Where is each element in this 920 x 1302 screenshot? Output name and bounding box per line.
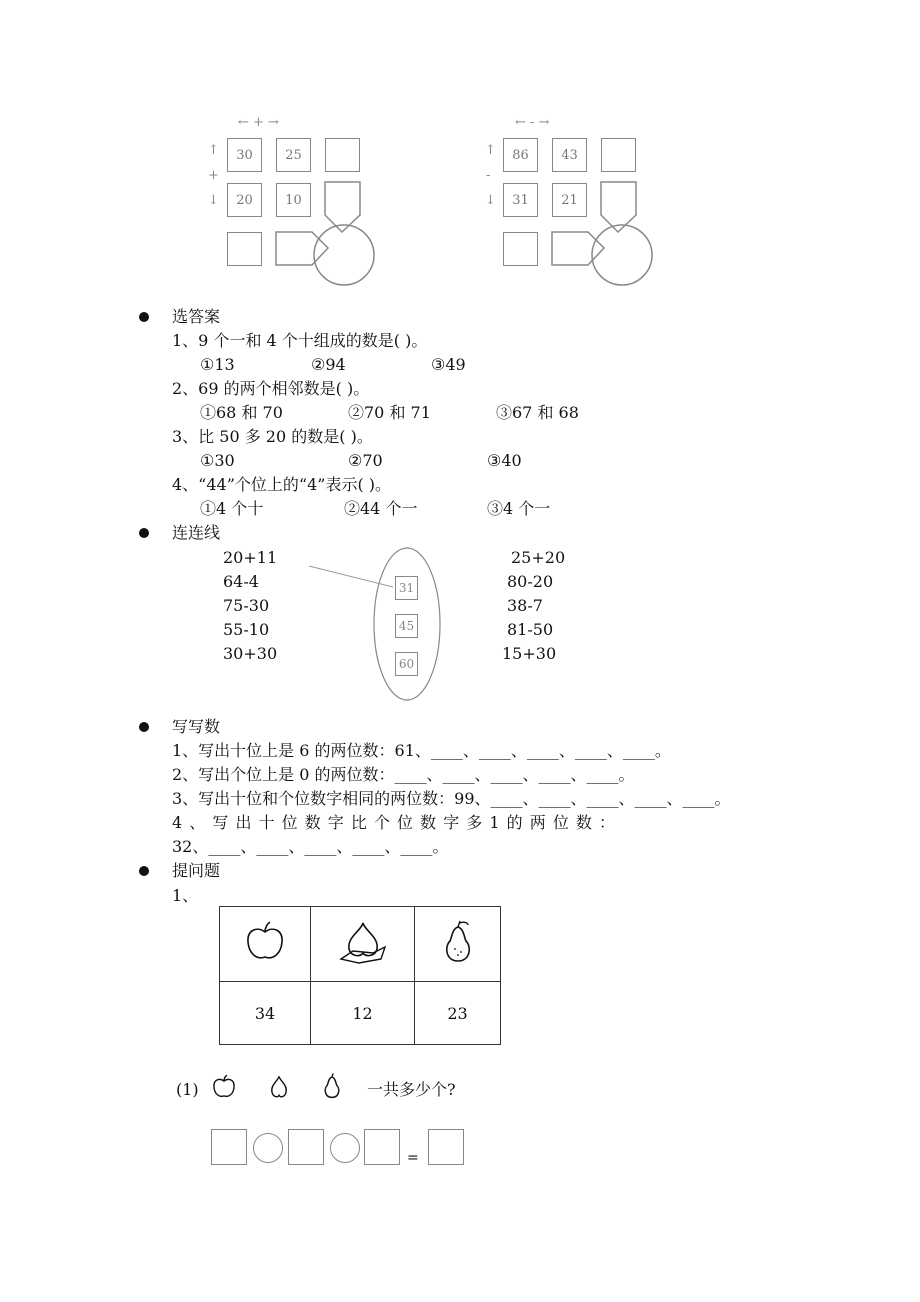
puzzle-left-cell-2: 25 [276, 138, 311, 172]
q4-option-2[interactable]: ②44 个一 [344, 499, 418, 518]
match-center-3[interactable]: 60 [395, 652, 418, 676]
q2-option-3[interactable]: ③67 和 68 [496, 403, 579, 422]
q1-option-1[interactable]: ①13 [200, 355, 235, 374]
down-arrow-icon: ↓ [208, 193, 219, 208]
question-1: 1、9 个一和 4 个十组成的数是( )。 [172, 331, 428, 350]
q4-option-3[interactable]: ③4 个一 [487, 499, 551, 518]
q1-option-3[interactable]: ③49 [431, 355, 466, 374]
bullet-icon [139, 722, 149, 732]
question-4: 4、“44”个位上的“4”表示( )。 [172, 475, 392, 494]
apple-count: 34 [220, 982, 311, 1045]
match-right-2[interactable]: 80-20 [507, 572, 554, 591]
puzzle-left-side-operator: + [208, 168, 219, 183]
puzzle-left-shapes[interactable] [270, 180, 380, 290]
write-line-4: 4 、 写 出 十 位 数 字 比 个 位 数 字 多 1 的 两 位 数 ： [172, 813, 615, 832]
pear-count: 23 [415, 982, 501, 1045]
puzzle-right-top-operator: ← - → [515, 115, 550, 130]
match-left-1[interactable]: 20+11 [223, 548, 278, 567]
peach-cell [311, 907, 415, 982]
equation-box-2[interactable] [288, 1129, 324, 1165]
q3-option-3[interactable]: ③40 [487, 451, 522, 470]
up-arrow-icon: ↑ [485, 143, 496, 158]
section-ask-title: 提问题 [172, 861, 221, 880]
apple-cell [220, 907, 311, 982]
up-arrow-icon: ↑ [208, 143, 219, 158]
section-match-title: 连连线 [172, 523, 221, 542]
match-right-4[interactable]: 81-50 [507, 620, 554, 639]
ask-item-number: 1、 [172, 886, 199, 905]
write-line-3[interactable]: 3、写出十位和个位数字相同的两位数：99、____、____、____、____、____。 [172, 789, 731, 808]
apple-icon [243, 920, 287, 964]
down-arrow-icon: ↓ [485, 193, 496, 208]
sub-question-text: 一共多少个? [367, 1080, 456, 1099]
write-line-1[interactable]: 1、写出十位上是 6 的两位数：61、____、____、____、____、____。 [172, 741, 671, 760]
q2-option-1[interactable]: ①68 和 70 [200, 403, 283, 422]
equals-sign: = [407, 1150, 419, 1166]
write-line-5[interactable]: 32、____、____、____、____、____。 [172, 837, 449, 856]
equation-operator-2[interactable] [330, 1133, 360, 1163]
section-choose-title: 选答案 [172, 307, 221, 326]
equation-operator-1[interactable] [253, 1133, 283, 1163]
pear-icon [438, 919, 478, 965]
puzzle-right-shapes[interactable] [546, 180, 656, 290]
puzzle-right-side-operator: - [486, 168, 491, 183]
question-3: 3、比 50 多 20 的数是( )。 [172, 427, 373, 446]
puzzle-left-cell-4: 10 [276, 183, 311, 217]
match-center-2[interactable]: 45 [395, 614, 418, 638]
match-left-4[interactable]: 55-10 [223, 620, 270, 639]
q3-option-1[interactable]: ①30 [200, 451, 235, 470]
equation-box-1[interactable] [211, 1129, 247, 1165]
match-ellipse-and-line [300, 545, 460, 710]
match-right-5[interactable]: 15+30 [502, 644, 557, 663]
q2-option-2[interactable]: ②70 和 71 [348, 403, 431, 422]
pear-icon [320, 1072, 344, 1100]
apple-icon [211, 1074, 237, 1100]
match-left-3[interactable]: 75-30 [223, 596, 270, 615]
pear-cell [415, 907, 501, 982]
puzzle-left-cell-1: 30 [227, 138, 262, 172]
puzzle-left-top-operator: ← + → [238, 115, 279, 130]
question-2: 2、69 的两个相邻数是( )。 [172, 379, 370, 398]
match-right-3[interactable]: 38-7 [507, 596, 543, 615]
match-left-5[interactable]: 30+30 [223, 644, 278, 663]
puzzle-right-cell-1: 86 [503, 138, 538, 172]
peach-icon [266, 1074, 292, 1100]
puzzle-right-answer-3[interactable] [503, 232, 538, 266]
q1-option-2[interactable]: ②94 [311, 355, 346, 374]
section-write-title: 写写数 [172, 717, 221, 736]
puzzle-right-answer-1[interactable] [601, 138, 636, 172]
fruit-count-table [219, 906, 501, 1045]
match-right-1[interactable]: 25+20 [511, 548, 566, 567]
q4-option-1[interactable]: ①4 个十 [200, 499, 264, 518]
peach-icon [335, 919, 391, 965]
peach-count: 12 [311, 982, 415, 1045]
bullet-icon [139, 866, 149, 876]
bullet-icon [139, 312, 149, 322]
puzzle-right-cell-4: 21 [552, 183, 587, 217]
sub-question-number: (1) [176, 1080, 199, 1099]
puzzle-right-cell-2: 43 [552, 138, 587, 172]
puzzle-left-answer-3[interactable] [227, 232, 262, 266]
puzzle-left-cell-3: 20 [227, 183, 262, 217]
match-center-1[interactable]: 31 [395, 576, 418, 600]
write-line-2[interactable]: 2、写出个位上是 0 的两位数：____、____、____、____、____。 [172, 765, 635, 784]
equation-box-3[interactable] [364, 1129, 400, 1165]
equation-result-box[interactable] [428, 1129, 464, 1165]
puzzle-right-cell-3: 31 [503, 183, 538, 217]
bullet-icon [139, 528, 149, 538]
puzzle-left-answer-1[interactable] [325, 138, 360, 172]
match-left-2[interactable]: 64-4 [223, 572, 259, 591]
q3-option-2[interactable]: ②70 [348, 451, 383, 470]
